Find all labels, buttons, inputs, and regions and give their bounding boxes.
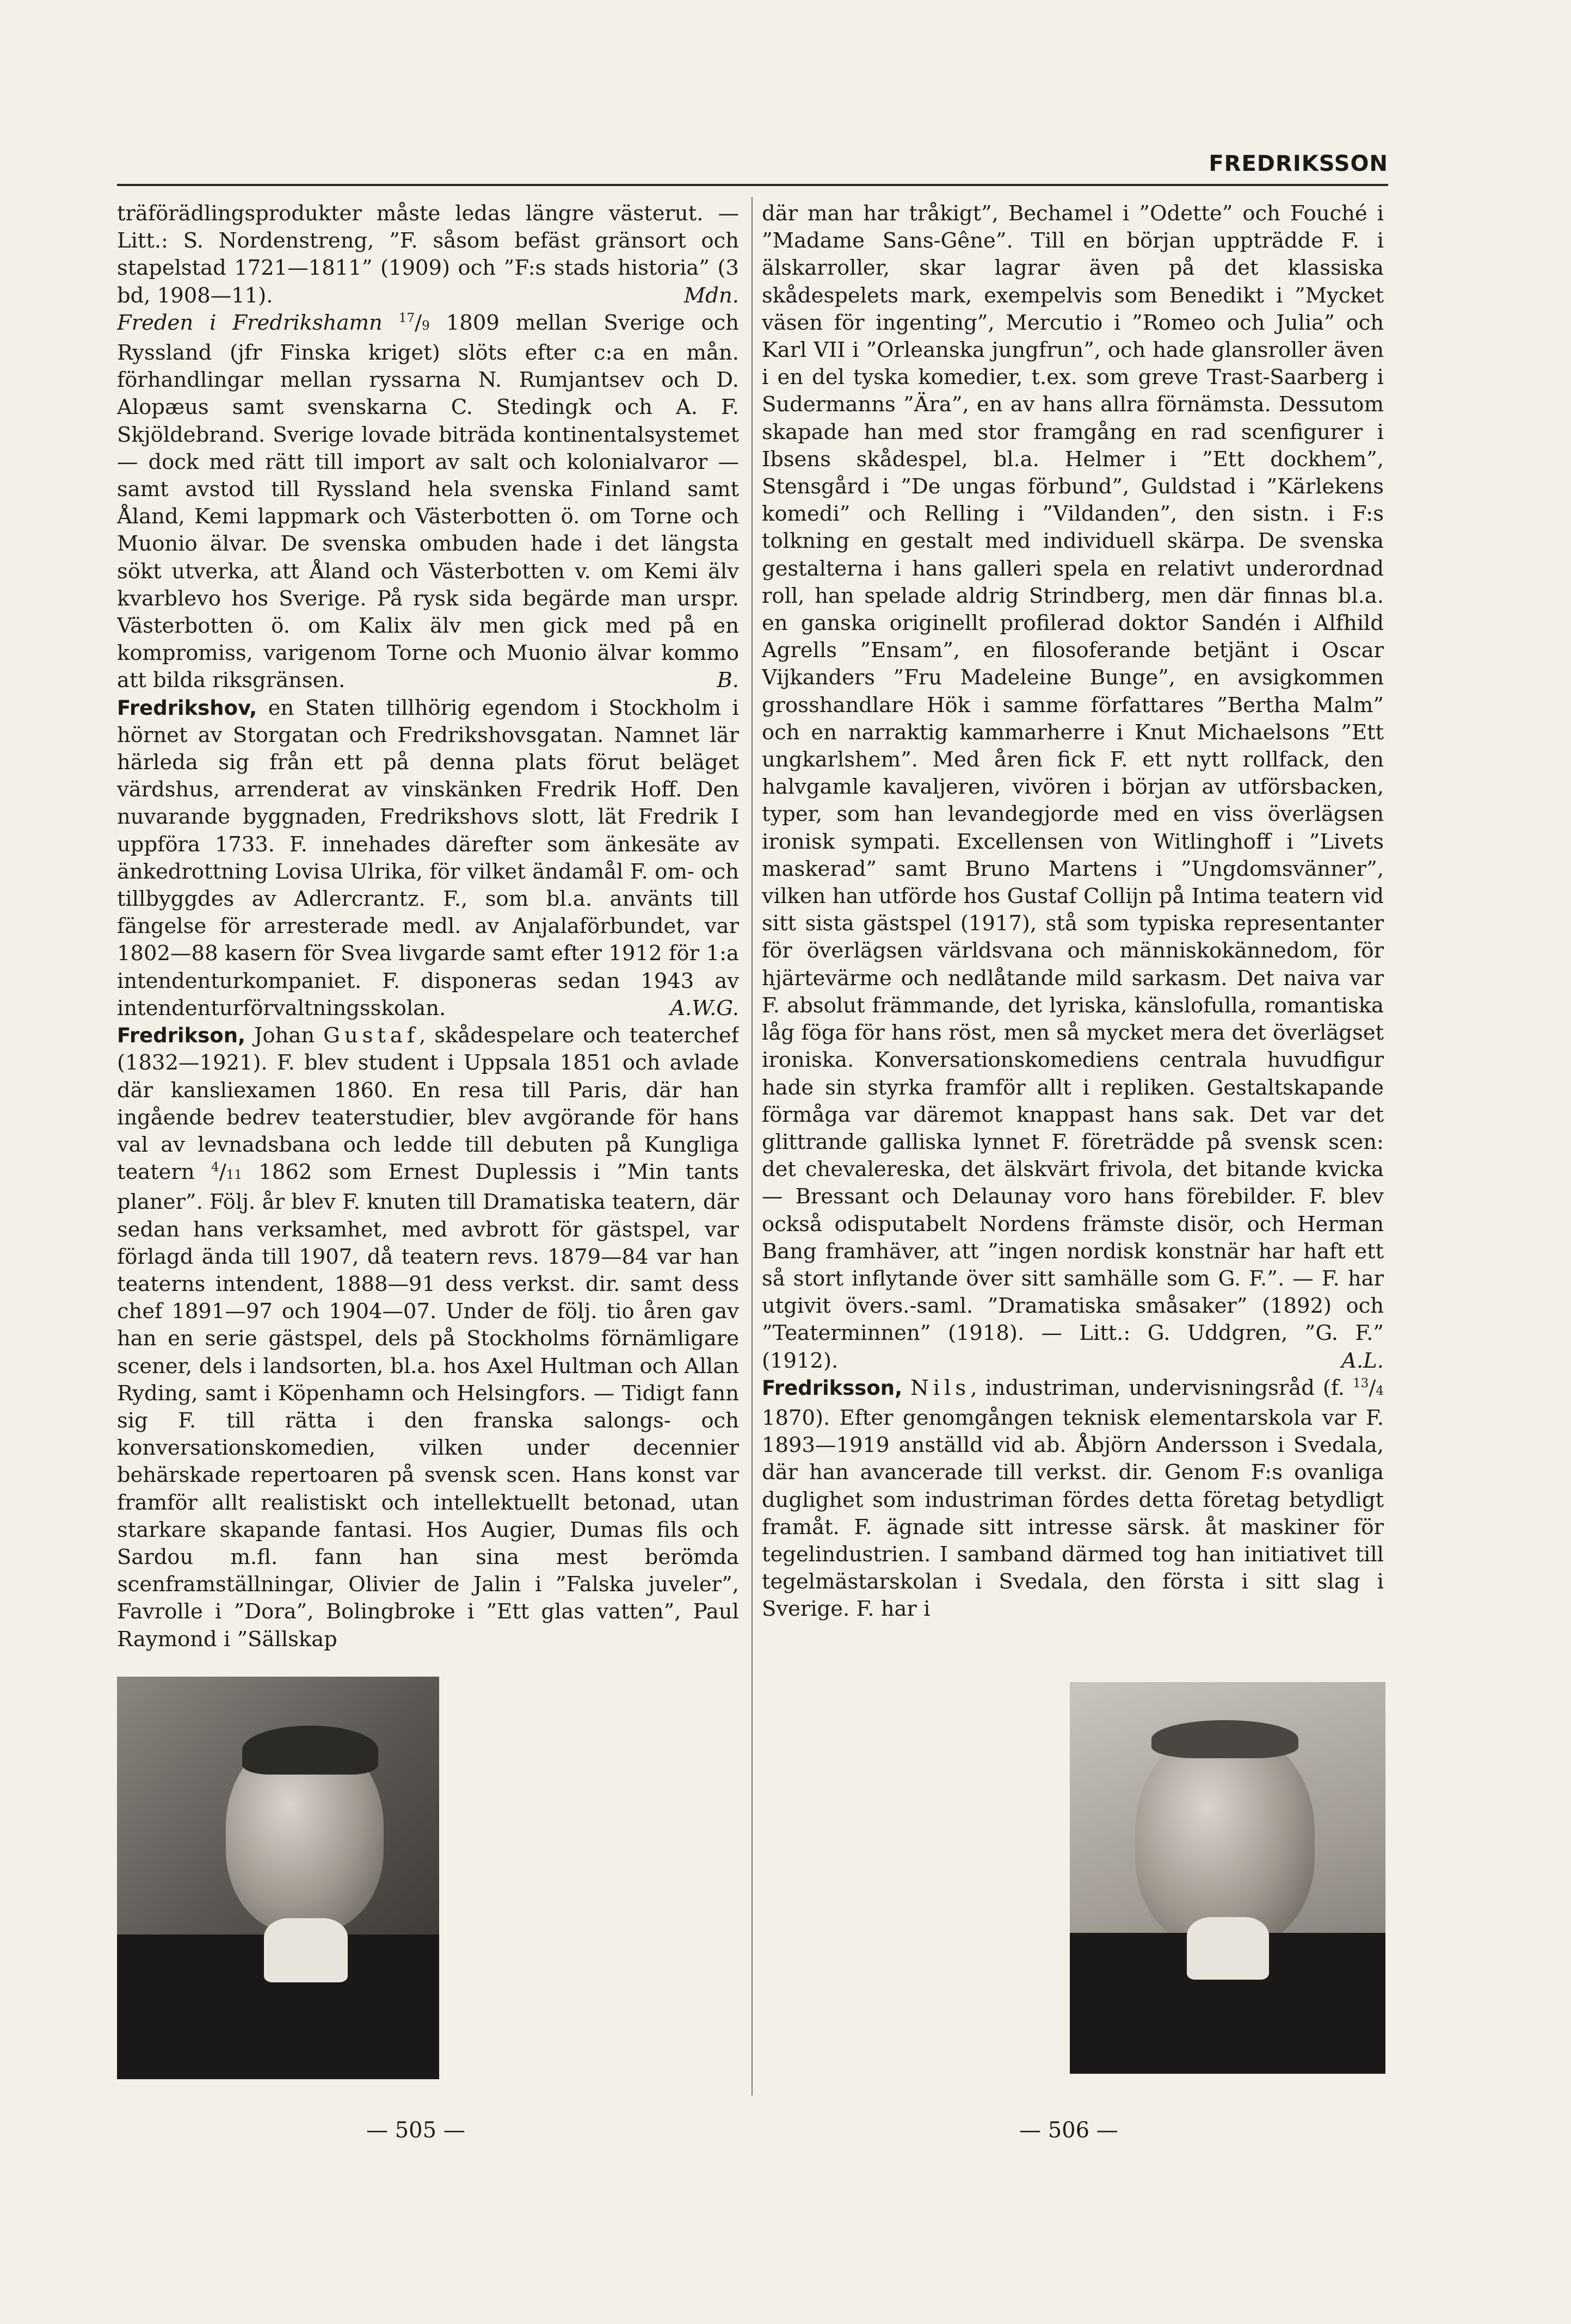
entry-text: en Staten tillhörig egendom i Stockholm i hörnet av Storgatan och Fredrikshovsgatan. Namnet lär härleda sig från ett på denna plats förut beläget värdshus, arrenderat av vinskänken Fredrik Hoff. Den nuvarande byggnaden, Fredrikshovs slott, lät Fredrik I uppföra 1733. F. innehades därefter som änkesäte av änkedrottning Lovisa Ulrika, för vilket ändamål F. om- och tillbyggdes av Adlercrantz. F., som bl.a. använts till fängelse för arresterade medl. av Anjalaförbundet, var 1802—88 kasern för Svea livgarde samt efter 1912 för 1:a intendenturkompaniet. F. disponeras sedan 1943 av intendenturförvaltningsskolan. bbox=[117, 695, 739, 1021]
page-number-right: — 506 — bbox=[1019, 2118, 1118, 2143]
entry-text: 1870). Efter genomgången teknisk elementarskola var F. 1893—1919 anställd vid ab. Åbjörn Andersson i Svedala, där han avancerade till verkst. dir. Genom F:s ovanliga duglighet som industriman fördes detta företag betydligt framåt. F. ägnade sitt intresse särsk. åt maskiner för tegelindustrien. I samband därmed tog han initiativet till tegelmästarskolan i Svedala, den första i sitt slag i Sverige. F. har i bbox=[762, 1405, 1384, 1622]
running-head: FREDRIKSSON bbox=[1209, 151, 1388, 176]
date-month: 11 bbox=[226, 1168, 243, 1183]
column-divider bbox=[751, 197, 753, 2096]
portrait-collar bbox=[264, 1918, 348, 1982]
portrait-nils-fredriksson bbox=[1070, 1682, 1385, 2074]
portrait-collar bbox=[1187, 1917, 1269, 1980]
date-month: 4 bbox=[1376, 1383, 1384, 1398]
portrait-gustaf-fredrikson bbox=[117, 1677, 439, 2079]
name-spaced: Nils bbox=[910, 1375, 971, 1400]
entry-text: träförädlingsprodukter måste ledas längre västerut. — Litt.: S. Nordenstreng, ”F. såsom befäst gränsort och stapelstad 1721—1811” (1909) och ”F:s stads historia” (3 bd, 1908—11). bbox=[117, 201, 739, 308]
entry-text: , skådespelare och teaterchef (1832—1921). F. blev student i Uppsala 1851 och avlade där kansliexamen 1860. En resa till Paris, där han ingående bedrev teaterstudier, blev avgörande för hans val av levnadsbana och ledde till debuten på Kungliga teatern bbox=[117, 1023, 739, 1185]
author-signature: A.L. bbox=[1341, 1348, 1384, 1373]
entry-text: 1862 som Ernest Duplessis i ”Min tants planer”. Följ. år blev F. knuten till Dramatiska teatern, där sedan hans verksamhet, med avbrott för gästspel, var förlagd ända till 1907, då teatern revs. 1879—84 var han teaterns intendent, 1888—91 dess verkst. dir. samt dess chef 1891—97 och 1904—07. Under de följ. tio åren gav han en serie gästspel, dels på Stockholms förnämligare scener, dels i landsorten, bl.a. hos Axel Hultman och Allan Ryding, samt i Köpenhamn och Helsingfors. — Tidigt fann sig F. till rätta i den franska salongs- och konversationskomedien, vilken under decennier behärskade repertoaren på svensk scen. Hans konst var framför allt realistiskt och intellektuellt betonad, utan starkare skapande fantasi. Hos Augier, Dumas fils och Sardou m.fl. fann han sina mest berömda scenframställningar, Olivier de Jalin i ”Falska juveler”, Favrolle i ”Dora”, Bolingbroke i ”Ett glas vatten”, Paul Raymond i ”Sällskap bbox=[117, 1160, 739, 1652]
author-signature: Mdn. bbox=[683, 283, 739, 308]
entry-freden-i-fredrikshamn: Freden i Fredrikshamn $^{17}$/9 1809 mellan Sverige och Ryssland (jfr Finska kriget) slöts efter c:a en mån. förhandlingar mellan ryssarna N. Rumjantsev och D. Alopæus samt svenskarna C. Stedingk och A. F. Skjöldebrand. Sverige lovade biträda kontinentalsystemet — dock med rätt till import av salt och kolonialvaror — samt avstod till Ryssland hela svenska Finland samt Åland, Kemi lappmark och Västerbotten ö. om Torne och Muonio älvar. De svenska ombuden hade i det längsta sökt utverka, att Åland och Västerbotten v. om Kemi älv kvarblevo hos Sverige. På rysk sida begärde man urspr. Västerbotten ö. om Kalix älv men gick med på en kompromiss, varigenom Torne och Muonio älvar kommo att bilda riksgränsen. B. bbox=[117, 310, 739, 695]
name-spaced: Gustaf bbox=[323, 1023, 420, 1048]
entry-text: , industriman, undervisningsråd (f. bbox=[970, 1375, 1353, 1400]
entry-text: 1809 mellan Sverige och Ryssland (jfr Finska kriget) slöts efter c:a en mån. förhandlingar mellan ryssarna N. Rumjantsev och D. Alopæus samt svenskarna C. Stedingk och A. F. Skjöldebrand. Sverige lovade biträda kontinentalsystemet — dock med rätt till import av salt och kolonialvaror — samt avstod till Ryssland hela svenska Finland samt Åland, Kemi lappmark och Västerbotten ö. om Torne och Muonio älvar. De svenska ombuden hade i det längsta sökt utverka, att Åland och Västerbotten v. om Kemi älv kvarblevo hos Sverige. På rysk sida begärde man urspr. Västerbotten ö. om Kalix älv men gick med på en kompromiss, varigenom Torne och Muonio älvar kommo att bilda riksgränsen. bbox=[117, 310, 739, 693]
entry-fredrikstad-end bbox=[117, 200, 739, 310]
date-day: 13 bbox=[1352, 1376, 1369, 1390]
name-part: Johan bbox=[245, 1023, 324, 1048]
entry-headword: Freden i Fredrikshamn bbox=[117, 310, 383, 335]
entry-fredriksson-nils: Fredriksson, Nils, industriman, undervisningsråd (f. $^{13}$/4 1870). Efter genomgången teknisk elementarskola var F. 1893—1919 anställd vid ab. Åbjörn Andersson i Svedala, där han avancerade till verkst. dir. Genom F:s ovanliga duglighet som industriman fördes detta företag betydligt framåt. F. ägnade sitt intresse särsk. åt maskiner för tegelindustrien. I samband därmed tog han initiativet till tegelmästarskolan i Svedala, den första i sitt slag i Sverige. F. har i bbox=[762, 1375, 1384, 1622]
entry-headword: Fredriksson, bbox=[762, 1376, 903, 1400]
entry-text: där man har tråkigt”, Bechamel i ”Odette” och Fouché i ”Madame Sans-Gêne”. Till en början uppträdde F. i älskarroller, skar lagrar även på det klassiska skådespelets mark, exempelvis som Benedikt i ”Mycket väsen för ingenting”, Mercutio i ”Romeo och Julia” och Karl VII i ”Orleanska jungfrun”, och hade glansroller även i en del tyska komedier, t.ex. som greve Trast-Saarberg i Sudermanns ”Ära”, en av hans allra förnämsta. Dessutom skapade han med stor framgång en rad scenfigurer i Ibsens skådespel, bl.a. Helmer i ”Ett dockhem”, Stensgård i ”De ungas förbund”, Guldstad i ”Kärlekens komedi” och Relling i ”Vildanden”, den sistn. i F:s tolkning en gestalt med individuell skärpa. De svenska gestalterna i hans galleri spela en relativt underordnad roll, han spelade aldrig Strindberg, men där finnas bl.a. en ganska originellt profilerad doktor Sandén i Alfhild Agrells ”Ensam”, en filosoferande betjänt i Oscar Vijkanders ”Fru Madeleine Bunge”, en avsigkommen grosshandlare Hök i samme författares ”Bertha Malm” och en narraktig kammarherre i Knut Michaelsons ”Ett ungkarlshem”. Med åren fick F. ett nytt rollfack, den halvgamle kavaljeren, vivören i början av utförsbacken, typer, som han levandegjorde med en viss överlägsen ironisk sympati. Excellensen von Witlinghoff i ”Livets maskerad” samt Bruno Martens i ”Ungdomsvänner”, vilken han utförde hos Gustaf Collijn på Intima teatern vid sitt sista gästspel (1917), stå som typiska representanter för överlägsen världsvana och människokännedom, för hjärtevärme och nedlåtande mild sarkasm. Det naiva var F. absolut främmande, det lyriska, känslofulla, romantiska låg föga för hans röst, men så mycket mera det överlägset ironiska. Konversationskomediens centrala huvudfigur hade sin styrka framför allt i repliken. Gestaltskapande förmåga var däremot knappast hans sak. Det var det glittrande galliska lynnet F. företrädde på svensk scen: det chevalereska, det älskvärt frivola, det bitande kvicka — Bressant och Delaunay voro hans förebilder. F. blev också odisputabelt Nordens främste disör, och Herman Bang framhäver, att ”ingen nordisk konstnär har haft ett så stort inflytande över sitt samhälle som G. F.”. — F. har utgivit övers.-saml. ”Dramatiska småsaker” (1892) och ”Teaterminnen” (1918). — Litt.: G. Uddgren, ”G. F.” (1912). bbox=[762, 201, 1384, 1373]
portrait-hair bbox=[242, 1726, 378, 1775]
entry-fredrikson-gustaf: Fredrikson, Johan Gustaf, skådespelare och teaterchef (1832—1921). F. blev student i Uppsala 1851 och avlade där kansliexamen 1860. En resa till Paris, där han ingående bedrev teaterstudier, blev avgörande för hans val av levnadsbana och ledde till debuten på Kungliga teatern $^4$/11 1862 som Ernest Duplessis i ”Min tants planer”. Följ. år blev F. knuten till Dramatiska teatern, där sedan hans verksamhet, med avbrott för gästspel, var förlagd ända till 1907, då teatern revs. 1879—84 var han teaterns intendent, 1888—91 dess verkst. dir. samt dess chef 1891—97 och 1904—07. Under de följ. tio åren gav han en serie gästspel, dels på Stockholms förnämligare scener, dels i landsorten, bl.a. hos Axel Hultman och Allan Ryding, samt i Köpenhamn och Helsingfors. — Tidigt fann sig F. till rätta i den franska salongs- och konversationskomedien, vilken under decennier behärskade repertoaren på svensk scen. Hans konst var framför allt realistiskt och intellektuellt betonad, utan starkare skapande fantasi. Hos Augier, Dumas fils och Sardou m.fl. fann han sina mest berömda scenframställningar, Olivier de Jalin i ”Falska juveler”, Favrolle i ”Dora”, Bolingbroke i ”Ett glas vatten”, Paul Raymond i ”Sällskap bbox=[117, 1023, 739, 1652]
entry-fredrikson-gustaf-cont bbox=[762, 200, 1384, 1375]
date-day: 17 bbox=[398, 311, 415, 325]
portrait-face bbox=[1135, 1731, 1315, 1949]
author-signature: B. bbox=[717, 668, 739, 693]
header-rule bbox=[117, 184, 1388, 186]
date-day: 4 bbox=[211, 1160, 219, 1175]
author-signature: A.W.G. bbox=[670, 996, 739, 1021]
entry-headword: Fredrikson, bbox=[117, 1024, 246, 1048]
portrait-hair bbox=[1151, 1720, 1298, 1758]
date-month: 9 bbox=[422, 318, 430, 333]
entry-fredrikshov bbox=[117, 695, 739, 1022]
entry-headword: Fredrikshov, bbox=[117, 696, 257, 720]
page-number-left: — 505 — bbox=[366, 2118, 465, 2143]
